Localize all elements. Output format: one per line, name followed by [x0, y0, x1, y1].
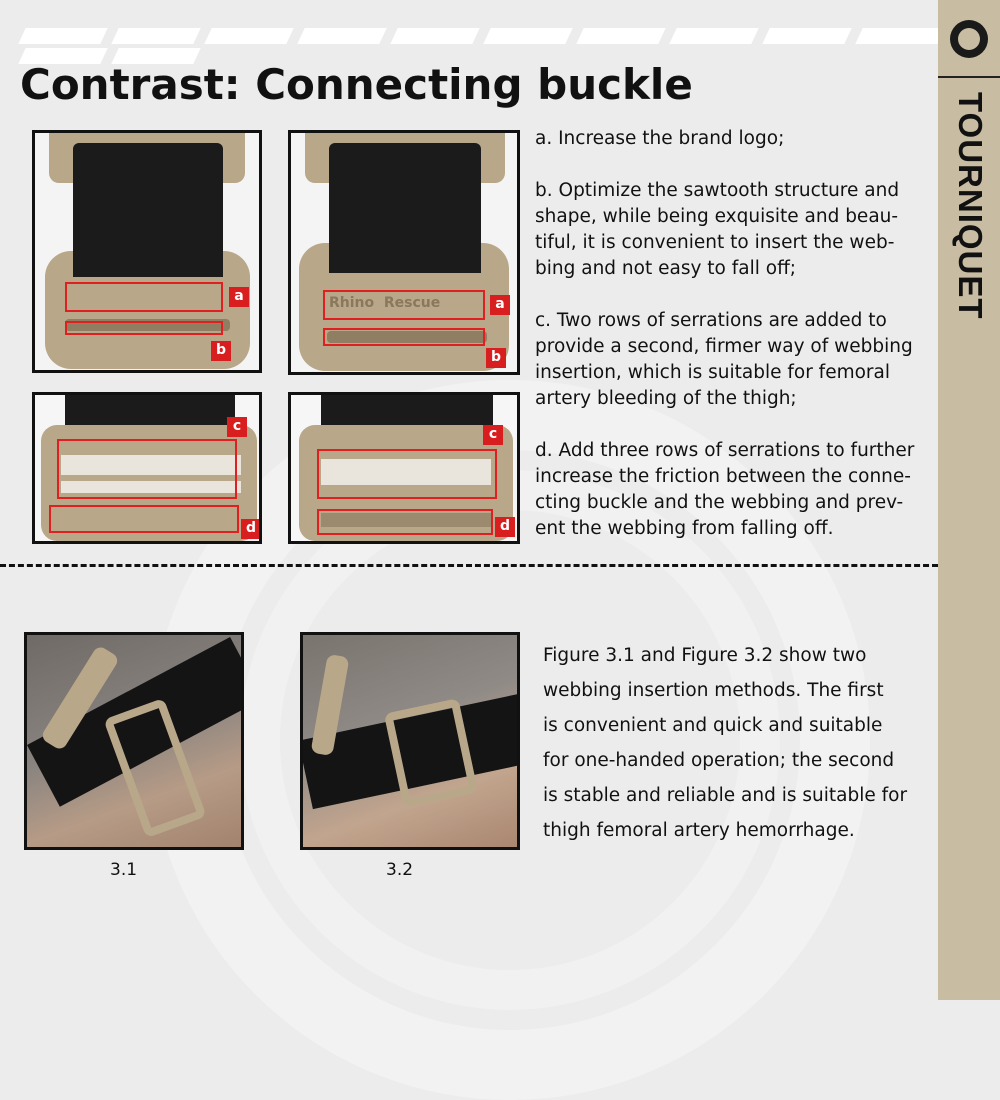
label-a: a: [490, 295, 510, 315]
label-d: d: [495, 517, 515, 537]
photo-buckle-old-back: [32, 392, 262, 544]
label-c: c: [227, 417, 247, 437]
highlight-box-c: [317, 449, 497, 499]
photo-figure-3-2: [300, 632, 520, 850]
highlight-box-a: [65, 282, 223, 312]
figures-description: Figure 3.1 and Figure 3.2 show two webbing insertion methods. The first is convenient and quick and suitable for one-handed operation; the second is stable and reliable and is suitable for thigh femoral artery hemorrhage.: [543, 645, 908, 841]
label-a: a: [229, 287, 249, 307]
label-b: b: [486, 348, 506, 368]
photo-buckle-new-back: [288, 392, 520, 544]
highlight-box-d: [317, 509, 493, 535]
highlight-box-b: [65, 321, 223, 335]
description-c: c. Two rows of serrations are added to provide a second, firmer way of webbing insertion, which is suitable for femoral artery bleeding of the thigh;: [535, 310, 913, 409]
label-c: c: [483, 425, 503, 445]
caption-figure-3-1: 3.1: [110, 860, 138, 880]
section-divider: [0, 564, 938, 567]
highlight-box-d: [49, 505, 239, 533]
description-d: d. Add three rows of serrations to further increase the friction between the conne- cting buckle and the webbing and prev- ent the webbing from falling off.: [535, 440, 915, 539]
description-a: a. Increase the brand logo;: [535, 128, 785, 149]
sidebar-divider: [938, 76, 1000, 78]
photo-buckle-old-front: [32, 130, 262, 373]
sidebar: [938, 0, 1000, 1000]
highlight-box-b: [323, 328, 485, 346]
rhino-logo-icon: [950, 20, 988, 58]
description: [535, 126, 935, 568]
highlight-box-c: [57, 439, 237, 499]
sidebar-brand: TOURNIQUET: [952, 92, 989, 320]
label-b: b: [211, 341, 231, 361]
highlight-box-a: [323, 290, 485, 320]
photo-figure-3-1: [24, 632, 244, 850]
caption-figure-3-2: 3.2: [386, 860, 414, 880]
page-title: Contrast: Connecting buckle: [20, 60, 693, 109]
photo-buckle-new-front: [288, 130, 520, 375]
brand-engraving: Rhino Rescue: [329, 295, 441, 311]
description-b: b. Optimize the sawtooth structure and shape, while being exquisite and beau- tiful, it is convenient to insert the web- bing and not easy to fall off;: [535, 180, 900, 279]
label-d: d: [241, 519, 261, 539]
